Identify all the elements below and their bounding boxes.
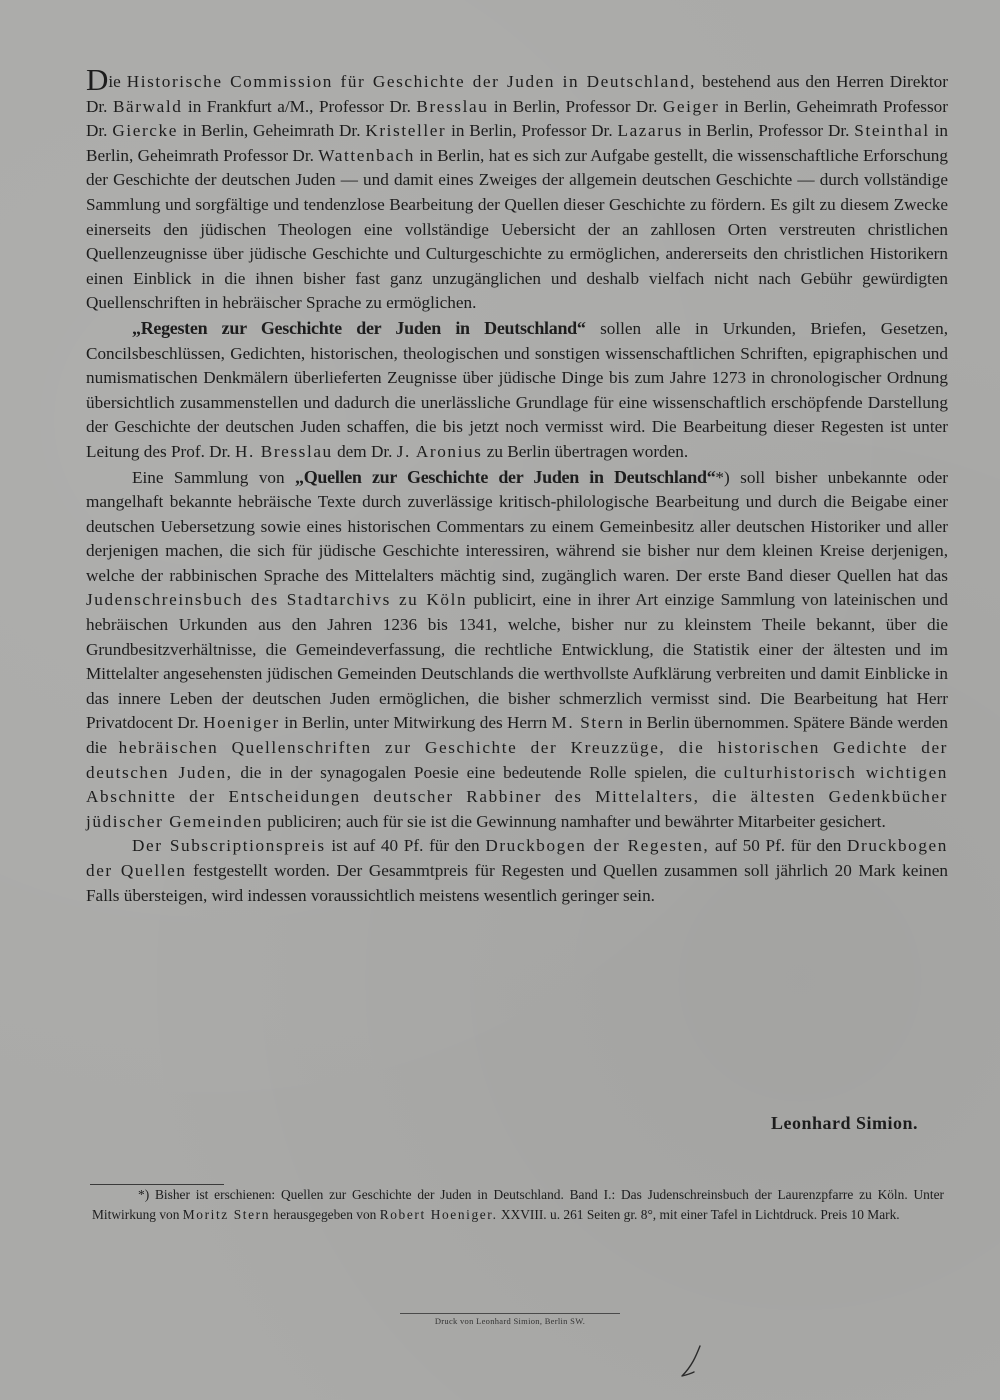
future-volumes-1: hebräischen Quellenschriften zur Geschichte der Kreuzzüge, die historischen Gedichte der deutschen Juden, (86, 738, 948, 782)
signature: Leonhard Simion. (770, 1113, 918, 1133)
name-aronius: J. Aronius (396, 441, 483, 461)
name-geiger: Geiger (662, 96, 720, 116)
druckbogen-regesten: Druckbogen der Regesten, (485, 836, 710, 856)
body-text (86, 62, 949, 908)
paragraph-subscription: Der Subscriptionspreis ist auf 40 Pf. für den Druckbogen der Regesten, auf 50 Pf. für den Druckbogen der Quellen festgestellt worden. Der Gesammtpreis für Regesten und Quellen zusammen soll jährlich 20 Mark keinen Falls übersteigen, wird indessen voraussichtlich meistens wesentlich geringer sein. (86, 836, 948, 905)
name-wattenbach: Wattenbach (318, 145, 415, 165)
name-hoeniger: Hoeniger (203, 713, 280, 733)
name-robert-hoeniger: Robert Hoeniger. (379, 1206, 498, 1222)
name-h-bresslau: H. Bresslau (234, 441, 333, 461)
subscription-price: Der Subscriptionspreis (132, 836, 326, 856)
pencil-mark-icon (676, 1344, 706, 1380)
druckbogen-quellen: Druckbogen der Quellen (86, 836, 948, 880)
regesten-title: „Regesten zur Geschichte der Juden in Deutschland“ (132, 317, 586, 338)
name-kristeller: Kristeller (365, 121, 447, 141)
name-moritz-stern: Moritz Stern (182, 1206, 271, 1222)
name-bresslau: Bresslau (416, 96, 489, 116)
name-steinthal: Steinthal (854, 121, 930, 141)
name-stern: M. Stern (551, 713, 625, 733)
name-baerwald: Bärwald (112, 96, 183, 116)
printer-imprint: Druck von Leonhard Simion, Berlin SW. (434, 1316, 586, 1326)
name-giercke: Giercke (112, 121, 178, 141)
paragraph-regesten: „Regesten zur Geschichte der Juden in Deutschland“ sollen alle in Urkunden, Briefen, Gesetzen, Concilsbeschlüssen, Gedichten, historischen, theologischen und sonstigen wissenschaftlichen Schriften, epigraphischen und numismatischen Denkmälern überlieferten Zeugnisse über jüdische Dinge bis zum Jahre 1273 in chronologischer Ordnung übersichtlich zusammenstellen und dadurch die unerlässliche Grundlage für eine wissenschaftlich erschöpfende Darstellung der Geschichte der deutschen Juden schaffen, die bis jetzt noch vermisst wird. Die Bearbeitung dieser Regesten ist unter Leitung des Prof. Dr. H. Bresslau dem Dr. J. Aronius zu Berlin übertragen worden. (86, 317, 948, 461)
paragraph-commission: Die Historische Commission für Geschichte der Juden in Deutschland, bestehend aus den Herren Direktor Dr. Bärwald in Frankfurt a/M., Professor Dr. Bresslau in Berlin, Professor Dr. Geiger in Berlin, Geheimrath Professor Dr. Giercke in Berlin, Geheimrath Dr. Kristeller in Berlin, Professor Dr. Lazarus in Berlin, Professor Dr. Steinthal in Berlin, Geheimrath Professor Dr. Wattenbach in Berlin, hat es sich zur Aufgabe gestellt, die wissenschaftliche Erforschung der Geschichte der deutschen Juden — und damit eines Zweiges der allgemein deutschen Geschichte — durch vollständige Sammlung und sorgfältige und tendenzlose Bearbeitung der Quellen dieser Geschichte zu fördern. Es gilt zu diesem Zwecke einerseits den jüdischen Theologen eine vollständige Uebersicht der an zahllosen Orten verstreuten christlichen Quellenzeugnisse über jüdische Geschichte und Culturgeschichte zu ermöglichen, andererseits den christlichen Historikern einen Einblick in die ihnen bisher fast ganz unzugänglichen und deshalb vielfach nicht nach Gebühr gewürdigten Quellenschriften in hebräischer Sprache zu ermöglichen. (86, 62, 949, 313)
printer-rule (400, 1313, 620, 1314)
footnote: *) Bisher ist erschienen: Quellen zur Geschichte der Juden in Deutschland. Band I.: Das Judenschreinsbuch der Laurenzpfarre zu Köln. Unter Mitwirkung von Moritz Stern herausgegeben von Robert Hoeniger. XXVIII. u. 261 Seiten gr. 8°, mit einer Tafel in Lichtdruck. Preis 10 Mark. (92, 1187, 944, 1222)
paragraph-quellen: Eine Sammlung von „Quellen zur Geschichte der Juden in Deutschland“*) soll bisher unbekannte oder mangelhaft bekannte hebräische Texte durch zuverlässige kritisch-philologische Bearbeitung und durch die Beigabe einer deutschen Uebersetzung sowie eines historischen Commentars zu einem Gemeinbesitz aller deutschen Historiker und aller derjenigen machen, die sich für jüdische Geschichte interessiren, während sie bisher nur dem kleinen Kreise derjenigen, welche der rabbinischen Sprache des Mittelalters mächtig sind, zugänglich waren. Der erste Band dieser Quellen hat das Judenschreinsbuch des Stadtarchivs zu Köln publicirt, eine in ihrer Art einzige Sammlung von lateinischen und hebräischen Urkunden aus den Jahren 1236 bis 1341, welche, bisher nur zu kleinstem Theile bekannt, über die Grundbesitzverhältnisse, die Gemeindeverfassung, die rechtliche Entwicklung, die Statistik einer der ältesten und im Mittelalter angesehensten jüdischen Gemeinden Deutschlands die werthvollste Aufklärung verbreiten und damit Einblicke in das innere Leben der deutschen Juden ermöglichen, die bisher schmerzlich vermisst sind. Die Bearbeitung hat Herr Privatdocent Dr. Hoeniger in Berlin, unter Mitwirkung des Herrn M. Stern in Berlin übernommen. Spätere Bände werden die hebräischen Quellenschriften zur Geschichte der Kreuzzüge, die historischen Gedichte der deutschen Juden, die in der synagogalen Poesie eine bedeutende Rolle spielen, die culturhistorisch wichtigen Abschnitte der Entscheidungen deutscher Rabbiner des Mittelalters, die ältesten Gedenkbücher jüdischer Gemeinden publiciren; auch für sie ist die Gewinnung namhafter und bewährter Mitarbeiter gesichert. (86, 466, 949, 831)
future-volumes-2: culturhistorisch wichtigen Abschnitte der Entscheidungen deutscher Rabbiner des Mittelalters, die ältesten Gedenkbücher jüdischer Gemeinden (86, 762, 948, 831)
quellen-title: „Quellen zur Geschichte der Juden in Deutschland“ (295, 466, 716, 487)
name-lazarus: Lazarus (617, 121, 684, 141)
judenschreinsbuch: Judenschreinsbuch des Stadtarchivs zu Köln (86, 590, 468, 610)
commission-name: Historische Commission für Geschichte der Juden in Deutschland, (126, 72, 697, 91)
drop-cap: D (86, 62, 109, 97)
